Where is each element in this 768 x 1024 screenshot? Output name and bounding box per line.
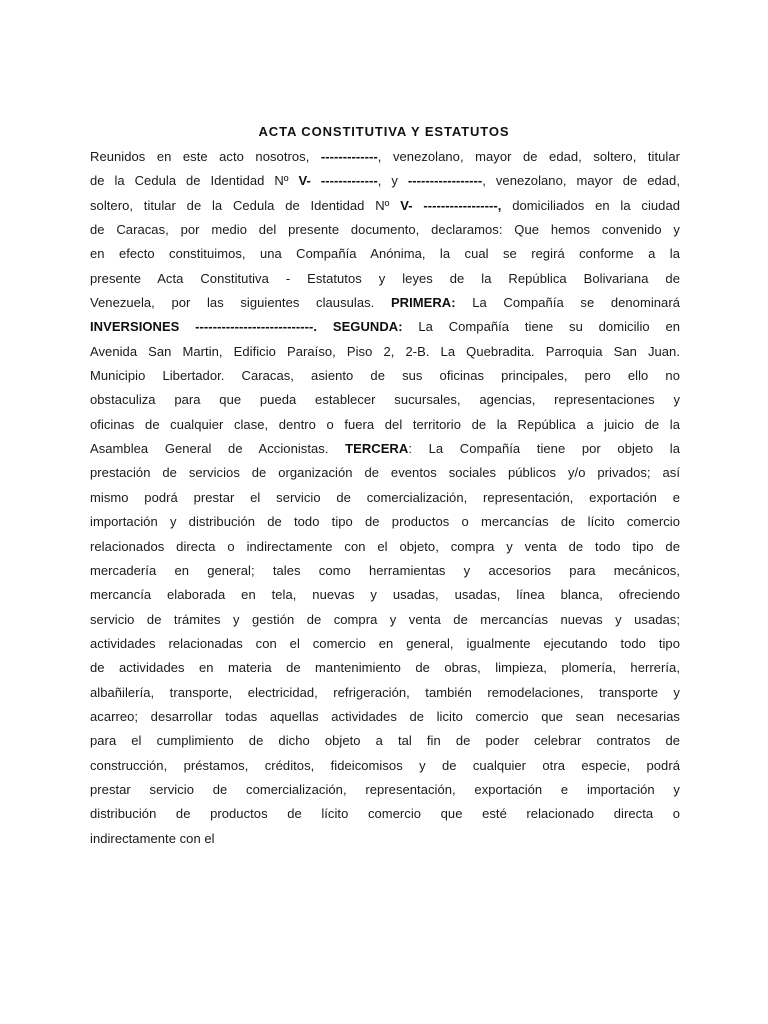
text-line: [90, 364, 680, 388]
text-segment: obstaculiza para que pueda establecer sucursales, agencias, representaciones y: [90, 392, 680, 408]
text-segment: , venezolano, mayor de edad,: [482, 173, 680, 189]
bold-text-segment: -----------------: [407, 173, 483, 189]
text-segment: domiciliados en la ciudad: [501, 197, 680, 213]
text-segment: de actividades en materia de mantenimiento de obras, limpieza, plomería, herrería,: [90, 660, 680, 676]
text-line: [90, 559, 680, 583]
text-segment: importación y distribución de todo tipo de productos o mercancías de lícito comercio: [90, 514, 680, 530]
text-line: [90, 729, 680, 753]
text-line: [90, 778, 680, 802]
bold-text-segment: SEGUNDA:: [332, 319, 403, 335]
text-segment: Venezuela, por las siguientes clausulas.: [90, 295, 391, 311]
text-segment: presente Acta Constitutiva - Estatutos y leyes de la República Bolivariana de: [90, 270, 680, 286]
text-segment: albañilería, transporte, electricidad, refrigeración, también remodelaciones, transporte y: [90, 684, 680, 700]
text-line: [90, 681, 680, 705]
text-segment: construcción, préstamos, créditos, fideicomisos y de cualquier otra especie, podrá: [90, 757, 680, 773]
text-line: [90, 486, 680, 510]
bold-text-segment: INVERSIONES ---------------------------.: [90, 319, 318, 335]
text-segment: relacionados directa o indirectamente con el objeto, compra y venta de todo tipo de: [90, 538, 680, 554]
text-line: [90, 705, 680, 729]
text-line: [90, 413, 680, 437]
text-segment: prestación de servicios de organización de eventos sociales públicos y/o privados; así: [90, 465, 680, 481]
text-segment: Avenida San Martin, Edificio Paraíso, Piso 2, 2-B. La Quebradita. Parroquia San Juan.: [90, 343, 680, 359]
bold-text-segment: TERCERA: [345, 441, 409, 457]
text-segment: de Caracas, por medio del presente documento, declaramos: Que hemos convenido y: [90, 222, 680, 238]
text-segment: actividades relacionadas con el comercio en general, igualmente ejecutando todo tipo: [90, 635, 680, 651]
bold-text-segment: PRIMERA:: [390, 295, 456, 311]
text-segment: Reunidos en este acto nosotros,: [90, 149, 321, 164]
text-segment: La Compañía tiene su domicilio en: [402, 319, 680, 335]
text-line: [90, 437, 680, 461]
text-line: [90, 802, 680, 826]
text-segment: soltero, titular de la Cedula de Identidad Nº: [90, 197, 401, 213]
text-line: [90, 242, 680, 266]
text-segment: Municipio Libertador. Caracas, asiento de sus oficinas principales, pero ello no: [90, 368, 680, 384]
text-line: [90, 535, 680, 559]
text-line: [90, 340, 680, 364]
text-line: [90, 169, 680, 193]
text-segment: de la Cedula de Identidad Nº: [90, 173, 299, 189]
text-segment: : La Compañía tiene por objeto la: [408, 441, 680, 457]
text-line: [90, 827, 680, 851]
text-line: [90, 388, 680, 412]
bold-text-segment: -------------: [320, 149, 378, 164]
text-segment: oficinas de cualquier clase, dentro o fuera del territorio de la República a juicio de la: [90, 416, 680, 432]
text-segment: mercadería en general; tales como herramientas y accesorios para mecánicos,: [90, 562, 680, 578]
text-segment: para el cumplimiento de dicho objeto a tal fin de poder celebrar contratos de: [90, 733, 680, 749]
text-line: [90, 583, 680, 607]
text-segment: acarreo; desarrollar todas aquellas actividades de licito comercio que sean necesarias: [90, 708, 680, 724]
text-segment: indirectamente con el: [90, 830, 215, 846]
bold-text-segment: V- -----------------,: [400, 197, 502, 213]
text-segment: prestar servicio de comercialización, representación, exportación e importación y: [90, 781, 680, 797]
text-segment: mercancía elaborada en tela, nuevas y usadas, usadas, línea blanca, ofreciendo: [90, 587, 680, 603]
text-line: [90, 291, 680, 315]
text-line: [90, 194, 680, 218]
text-line: [90, 510, 680, 534]
text-line: [90, 632, 680, 656]
document-body: [90, 145, 680, 851]
text-line: [90, 656, 680, 680]
text-segment: mismo podrá prestar el servicio de comercialización, representación, exportación e: [90, 489, 680, 505]
document-title: ACTA CONSTITUTIVA Y ESTATUTOS: [258, 124, 510, 139]
text-line: [90, 754, 680, 778]
text-line: [90, 315, 680, 339]
text-segment: La Compañía se denominará: [455, 295, 680, 311]
text-line: [90, 267, 680, 291]
text-segment: servicio de trámites y gestión de compra y venta de mercancías nuevas y usadas;: [90, 611, 680, 627]
text-segment: , venezolano, mayor de edad, soltero, titular: [377, 149, 680, 164]
text-line: [90, 218, 680, 242]
text-segment: distribución de productos de lícito comercio que esté relacionado directa o: [90, 806, 680, 822]
text-segment: [317, 319, 333, 334]
text-line: [90, 461, 680, 485]
text-line: [90, 608, 680, 632]
text-segment: , y: [377, 173, 408, 189]
bold-text-segment: V- -------------: [298, 173, 378, 189]
text-line: [90, 145, 680, 169]
text-segment: en efecto constituimos, una Compañía Anónima, la cual se regirá conforme a la: [90, 246, 680, 262]
text-segment: Asamblea General de Accionistas.: [90, 441, 346, 457]
